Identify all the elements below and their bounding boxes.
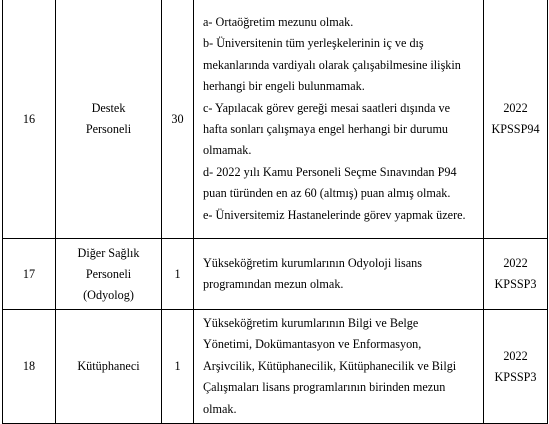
position-count: 1 bbox=[162, 239, 194, 310]
exam-code-line: 2022 bbox=[503, 256, 528, 270]
exam-code bbox=[484, 0, 548, 239]
exam-code-line: KPSSP94 bbox=[491, 122, 540, 136]
requirement-line: Çalışmaları lisans programlarının birinden mezun bbox=[203, 380, 446, 395]
requirement-line: olmak. bbox=[203, 401, 237, 416]
requirements-cell bbox=[194, 310, 484, 424]
position-count: 1 bbox=[162, 310, 194, 424]
position-title-line: Kütüphaneci bbox=[77, 359, 140, 373]
requirement-line: herhangi bir engeli bulunmamak. bbox=[203, 79, 365, 94]
position-title bbox=[56, 310, 162, 424]
table-row bbox=[3, 239, 548, 310]
requirement-line: Yönetimi, Dokümantasyon ve Enformasyon, bbox=[203, 337, 422, 352]
position-title bbox=[56, 239, 162, 310]
positions-table bbox=[2, 0, 548, 424]
position-title-line: (Odyolog) bbox=[83, 287, 134, 302]
requirement-line: b- Üniversitenin tüm yerleşkelerinin iç ve dış bbox=[203, 36, 424, 51]
requirement-line: c- Yapılacak görev gereği mesai saatleri dışında ve bbox=[203, 100, 451, 115]
requirement-line: puan türünden en az 60 (altmış) puan almış olmak. bbox=[203, 186, 451, 201]
requirement-line: programından mezun olmak. bbox=[203, 277, 344, 291]
row-number: 17 bbox=[3, 239, 56, 310]
position-title-line: Personeli bbox=[85, 122, 132, 136]
position-title-line: Personeli bbox=[85, 266, 132, 281]
requirement-line: Yükseköğretim kurumlarının Bilgi ve Belge bbox=[203, 315, 419, 330]
requirement-line: Arşivcilik, Kütüphanecilik, Kütüphanecilik ve Bilgi bbox=[203, 358, 457, 373]
position-title bbox=[56, 0, 162, 239]
exam-code bbox=[484, 310, 548, 424]
table-row bbox=[3, 0, 548, 239]
table-row bbox=[3, 310, 548, 424]
requirement-line: a- Ortaöğretim mezunu olmak. bbox=[203, 14, 354, 29]
requirement-line: d- 2022 yılı Kamu Personeli Seçme Sınavından P94 bbox=[203, 164, 457, 179]
exam-code-line: KPSSP3 bbox=[494, 369, 537, 384]
requirement-line: e- Üniversitemiz Hastanelerinde görev yapmak üzere. bbox=[203, 207, 466, 222]
requirements-cell bbox=[194, 0, 484, 239]
requirement-line: Yükseköğretim kurumlarının Odyoloji lisans bbox=[203, 255, 423, 270]
requirements-cell bbox=[194, 239, 484, 310]
position-count: 30 bbox=[162, 0, 194, 239]
row-number: 16 bbox=[3, 0, 56, 239]
requirement-line: olmamak. bbox=[203, 143, 252, 158]
exam-code-line: 2022 bbox=[503, 348, 528, 363]
requirement-line: mekanlarında vardiyalı olarak çalışabilmesine ilişkin bbox=[203, 57, 461, 72]
exam-code-line: 2022 bbox=[503, 101, 528, 115]
requirement-line: hafta sonları çalışmaya engel herhangi bir durumu bbox=[203, 122, 449, 136]
row-number: 18 bbox=[3, 310, 56, 424]
exam-code-line: KPSSP3 bbox=[494, 277, 537, 291]
position-title-line: Destek bbox=[91, 101, 126, 115]
exam-code bbox=[484, 239, 548, 310]
position-title-line: Diğer Sağlık bbox=[77, 245, 140, 260]
